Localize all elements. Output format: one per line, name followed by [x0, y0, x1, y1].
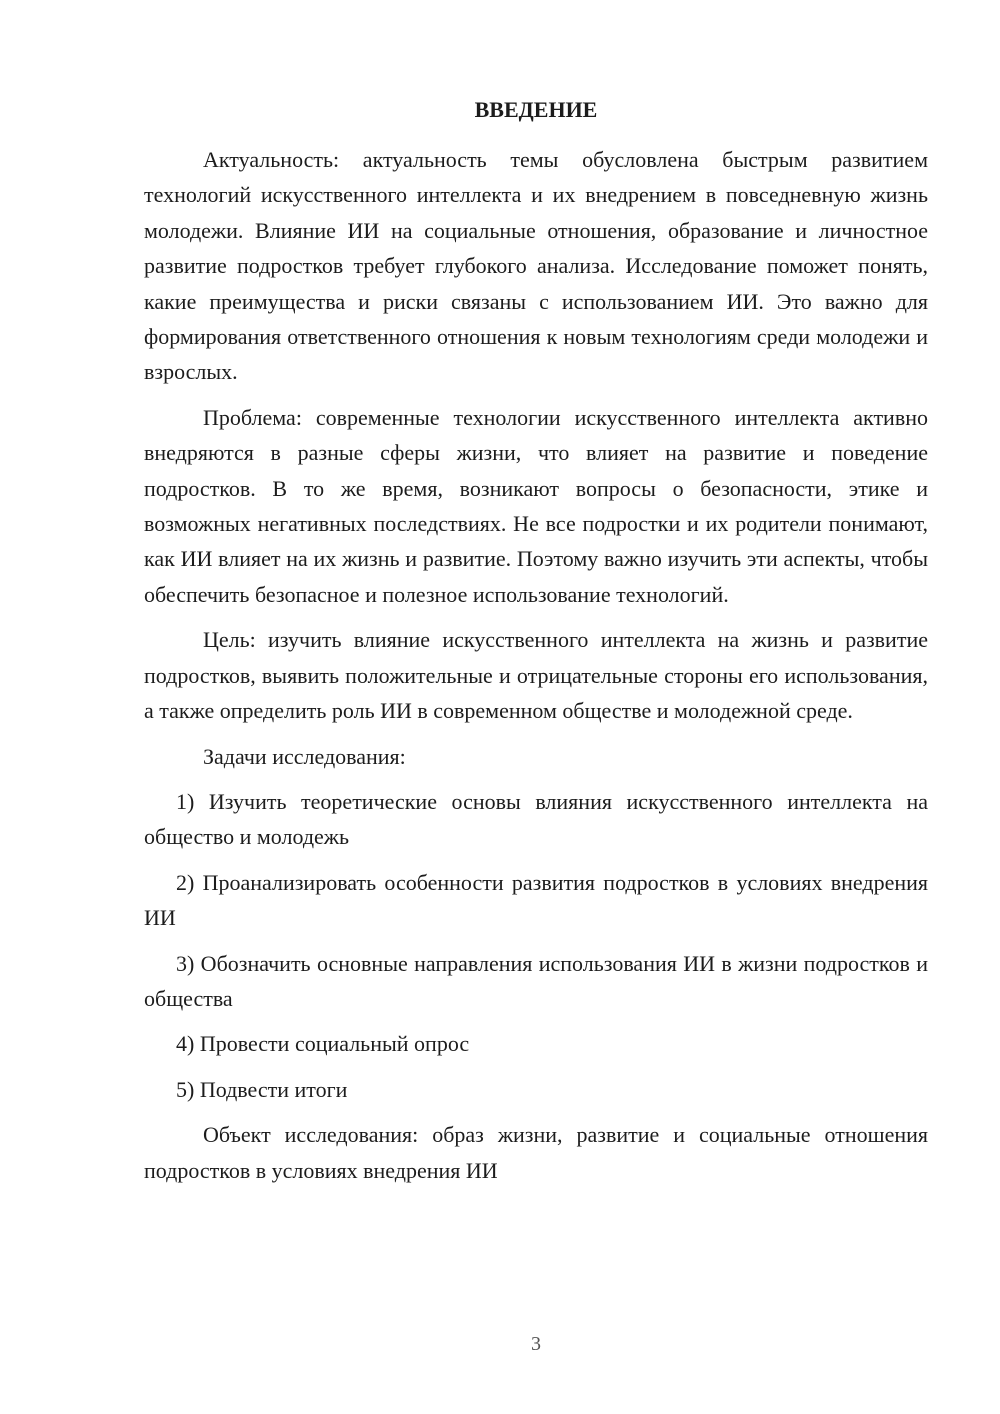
- task-item: 5) Подвести итоги: [176, 1076, 348, 1102]
- document-page: [144, 92, 928, 1198]
- page-number: 3: [531, 1333, 541, 1355]
- paragraph-relevance: Актуальность: актуальность темы обусловлена быстрым развитием технологий искусственного интеллекта и их внедрением в повседневную жизнь молодежи. Влияние ИИ на социальные отношения, образование и личностное развитие подростков требует глубокого анализа. Исследование поможет понять, какие преимущества и риски связаны с использованием ИИ. Это важно для формирования ответственного отношения к новым технологиям среди молодежи и взрослых.: [144, 147, 928, 385]
- document-title: ВВЕДЕНИЕ: [474, 97, 598, 122]
- paragraph-object: Объект исследования: образ жизни, развитие и социальные отношения подростков в условиях внедрения ИИ: [144, 1122, 928, 1183]
- task-item: 3) Обозначить основные направления использования ИИ в жизни подростков и общества: [144, 950, 928, 1011]
- paragraph-goal: Цель: изучить влияние искусственного интеллекта на жизнь и развитие подростков, выявить положительные и отрицательные стороны его использования, а также определить роль ИИ в современном обществе и молодежной среде.: [144, 627, 928, 724]
- tasks-heading: Задачи исследования:: [203, 743, 406, 769]
- paragraph-problem: Проблема: современные технологии искусственного интеллекта активно внедряются в разные сферы жизни, что влияет на развитие и поведение подростков. В то же время, возникают вопросы о безопасности, этике и возможных негативных последствиях. Не все подростки и их родители понимают, как ИИ влияет на их жизнь и развитие. Поэтому важно изучить эти аспекты, чтобы обеспечить безопасное и полезное использование технологий.: [144, 404, 928, 607]
- task-item: 2) Проанализировать особенности развития подростков в условиях внедрения ИИ: [144, 869, 928, 931]
- task-item: 4) Провести социальный опрос: [176, 1031, 470, 1057]
- task-item: 1) Изучить теоретические основы влияния искусственного интеллекта на общество и молодежь: [144, 788, 928, 850]
